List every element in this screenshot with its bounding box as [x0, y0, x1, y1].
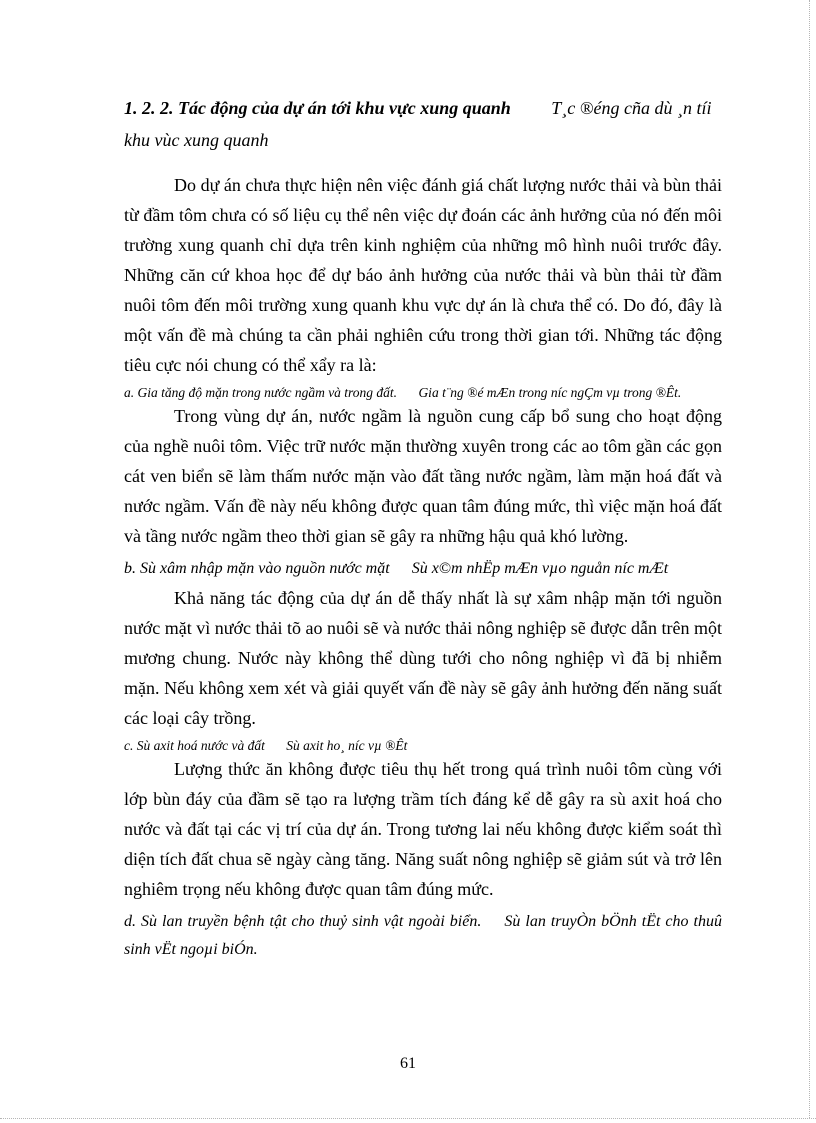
subheading-a-text: a. Gia tăng độ mặn trong nước ngầm và trong đất. — [124, 385, 398, 400]
subheading-a-garbled: Gia t¨ng ®é mÆn trong níc ngÇm vµ trong ®Êt. — [418, 385, 682, 400]
section-heading — [124, 92, 722, 156]
subheading-d — [124, 908, 722, 964]
subheading-c-garbled: Sù axit ho¸ níc vµ ®Êt — [286, 738, 408, 753]
page-bottom-border — [0, 1118, 816, 1119]
subheading-c-text: c. Sù axit hoá nước và đất — [124, 738, 265, 753]
paragraph-surface-water: Khả năng tác động của dự án dễ thấy nhất là sự xâm nhập mặn tới nguồn nước mặt vì nước thải tõ ao nuôi sẽ và nước thải nông nghiệp sẽ được dẫn trên một mương chung. Nước này không thể dùng tưới cho nông nghiệp vì đã bị nhiễm mặn. Nếu không xem xét và giải quyết vấn đề này sẽ gây ảnh hưởng đến năng suất các loại cây trồng. — [124, 588, 722, 728]
paragraph-acidification: Lượng thức ăn không được tiêu thụ hết trong quá trình nuôi tôm cùng với lớp bùn đáy của đầm sẽ tạo ra lượng trầm tích đáng kể dễ gây ra sù axit hoá cho nước và đất tại các vị trí của dự án. Trong tương lai nếu không được kiểm soát thì diện tích đất chua sẽ ngày càng tăng. Năng suất nông nghiệp sẽ giảm sút và trở lên nghiêm trọng nếu không được quan tâm đúng mức. — [124, 759, 722, 899]
page-number: 61 — [400, 1055, 416, 1072]
subheading-c — [124, 737, 722, 754]
subheading-b-text: b. Sù xâm nhập mặn vào nguồn nước mặt — [124, 560, 390, 577]
subheading-a — [124, 384, 722, 401]
section-heading-garbled: T¸c ®éng cña dù ¸n tíi khu vùc xung quanh — [124, 98, 712, 150]
paragraph-intro: Do dự án chưa thực hiện nên việc đánh giá chất lượng nước thải và bùn thải từ đầm tôm chưa có số liệu cụ thể nên việc dự đoán các ảnh hưởng của nó đến môi trường xung quanh chỉ dựa trên kinh nghiệm của những mô hình nuôi trước đây. Những căn cứ khoa học để dự báo ảnh hưởng của nước thải và bùn thải từ đầm nuôi tôm đến môi trường xung quanh khu vực dự án là chưa thể có. Do đó, đây là một vấn đề mà chúng ta cần phải nghiên cứu trong thời gian tới. Những tác động tiêu cực nói chung có thể xẩy ra là: — [124, 175, 722, 375]
subheading-d-text: d. Sù lan truyền bệnh tật cho thuỷ sinh vật ngoài biển. — [124, 913, 482, 930]
section-heading-text: 1. 2. 2. Tác động của dự án tới khu vực xung quanh — [124, 98, 511, 118]
subheading-d-garbled: Sù lan truyÒn bÖnh tËt cho thuû sinh vËt ngoµi biÓn. — [124, 913, 722, 958]
subheading-b — [124, 555, 722, 583]
subheading-b-garbled: Sù x©m nhËp mÆn vµo nguån níc mÆt — [411, 560, 669, 577]
paragraph-groundwater: Trong vùng dự án, nước ngầm là nguồn cung cấp bổ sung cho hoạt động của nghề nuôi tôm. Việc trữ nước mặn thường xuyên trong các ao tôm gần các gọn cát ven biển sẽ làm thấm nước mặn vào đất tầng nước ngầm, làm mặn hoá đất và nước ngầm. Vấn đề này nếu không được quan tâm đúng mức, thì việc mặn hoá đất và tầng nước ngầm theo thời gian sẽ gây ra những hậu quả khó lường. — [124, 406, 722, 546]
page-content — [124, 92, 722, 964]
page-right-border — [809, 0, 810, 1118]
